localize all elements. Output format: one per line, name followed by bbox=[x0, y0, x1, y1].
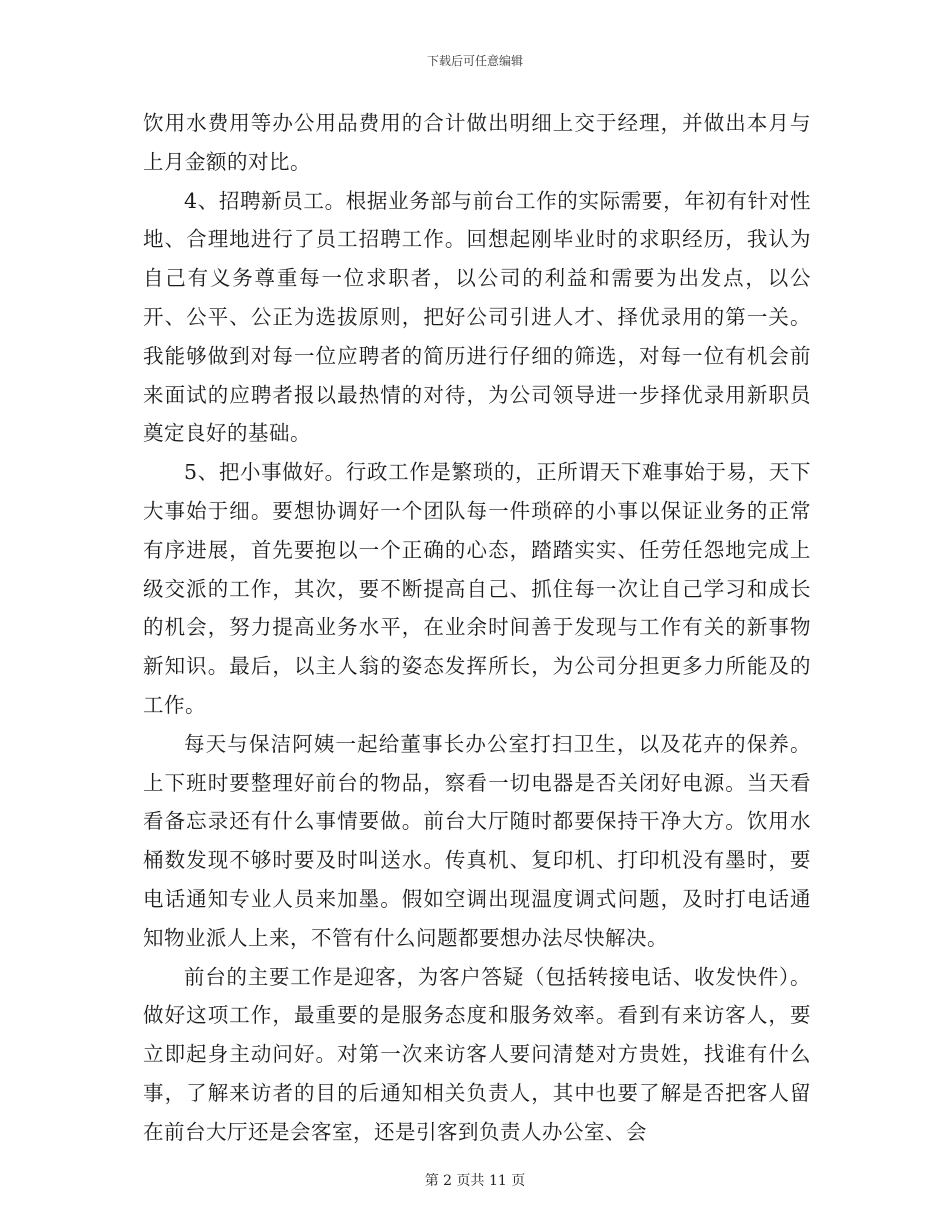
paragraph: 5、把小事做好。行政工作是繁琐的，正所谓天下难事始于易，天下大事始于细。要想协调好一个团队每一件琐碎的小事以保证业务的正常有序进展，首先要抱以一个正确的心态，踏踏实实、任劳任怨地完成上级交派的工作，其次，要不断提高自己、抓住每一次让自己学习和成长的机会，努力提高业务水平，在业余时间善于发现与工作有关的新事物新知识。最后，以主人翁的姿态发挥所长，为公司分担更多力所能及的工作。 bbox=[143, 460, 811, 717]
document-body bbox=[143, 104, 811, 1152]
paragraph: 饮用水费用等办公用品费用的合计做出明细上交于经理，并做出本月与上月金额的对比。 bbox=[143, 111, 811, 174]
paragraph: 前台的主要工作是迎客，为客户答疑（包括转接电话、收发快件）。做好这项工作，最重要的是服务态度和服务效率。看到有来访客人，要立即起身主动问好。对第一次来访客人要问清楚对方贵姓，找谁有什么事，了解来访者的目的后通知相关负责人，其中也要了解是否把客人留在前台大厅还是会客室，还是引客到负责人办公室、会 bbox=[143, 964, 811, 1144]
page-header: 下载后可任意编辑 bbox=[426, 54, 523, 68]
page-number-footer: 第 2 页共 11 页 bbox=[424, 1173, 526, 1189]
paragraph: 每天与保洁阿姨一起给董事长办公室打扫卫生，以及花卉的保养。上下班时要整理好前台的物品，察看一切电器是否关闭好电源。当天看看备忘录还有什么事情要做。前台大厅随时都要保持干净大方。饮用水桶数发现不够时要及时叫送水。传真机、复印机、打印机没有墨时，要电话通知专业人员来加墨。假如空调出现温度调式问题，及时打电话通知物业派人上来，不管有什么问题都要想办法尽快解决。 bbox=[143, 731, 811, 950]
paragraph: 4、招聘新员工。根据业务部与前台工作的实际需要，年初有针对性地、合理地进行了员工招聘工作。回想起刚毕业时的求职经历，我认为自己有义务尊重每一位求职者，以公司的利益和需要为出发点，以公开、公平、公正为选拔原则，把好公司引进人才、择优录用的第一关。我能够做到对每一位应聘者的简历进行仔细的筛选，对每一位有机会前来面试的应聘者报以最热情的对待，为公司领导进一步择优录用新职员奠定良好的基础。 bbox=[143, 188, 811, 446]
